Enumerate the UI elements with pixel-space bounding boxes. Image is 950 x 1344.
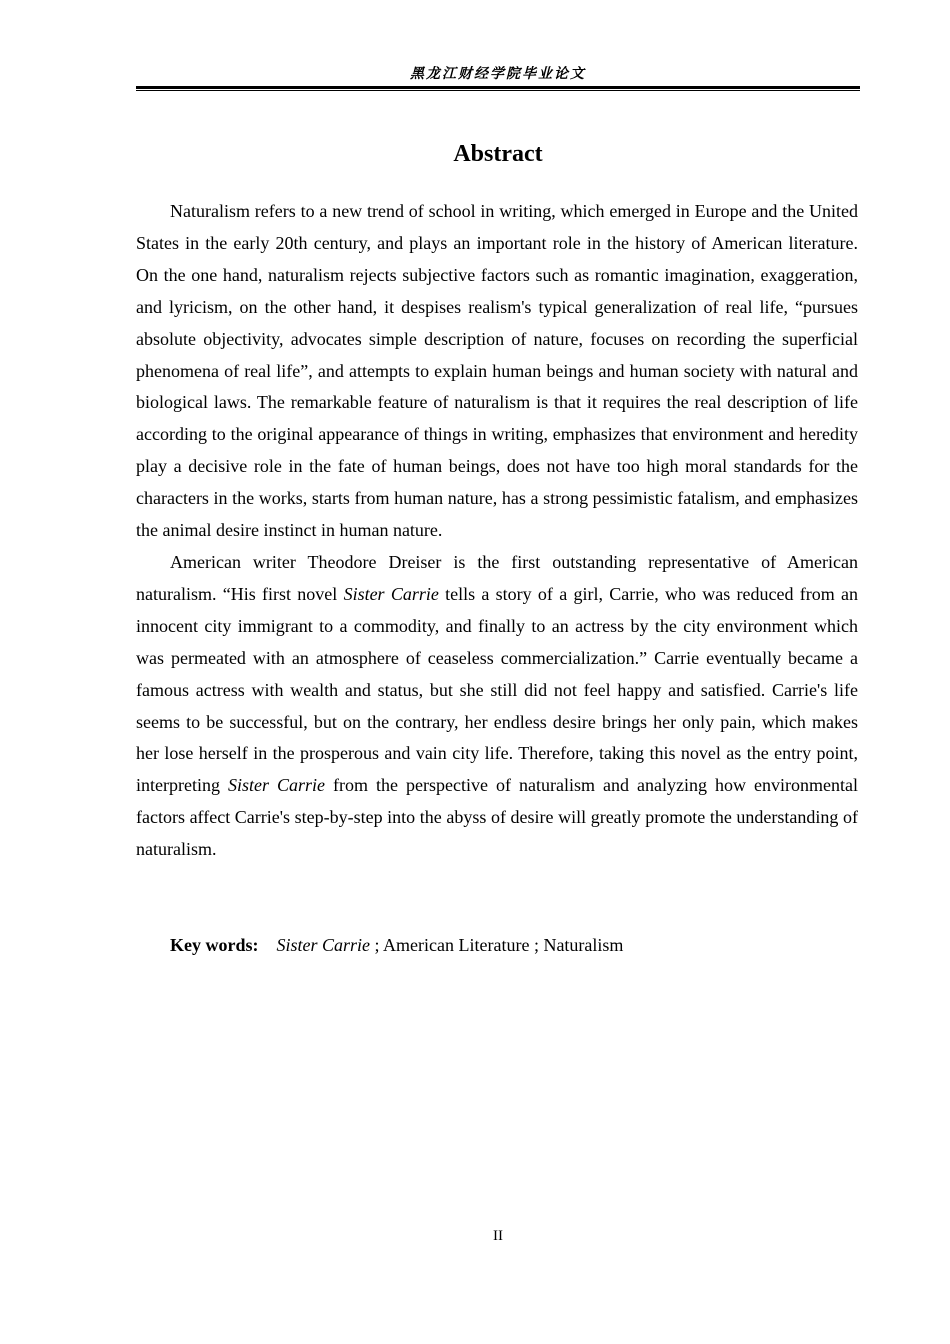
keywords-label: Key words:: [170, 935, 259, 955]
keywords-rest: ; American Literature ; Naturalism: [370, 935, 624, 955]
page-number: II: [493, 1228, 503, 1244]
abstract-title: Abstract: [453, 141, 543, 167]
page-header: [136, 64, 860, 92]
header-title: 黑龙江财经学院毕业论文: [410, 66, 586, 82]
novel-title-italic: Sister Carrie: [343, 583, 439, 604]
novel-title-italic: Sister Carrie: [228, 775, 326, 796]
keyword-novel-title: Sister Carrie: [276, 935, 371, 955]
paragraph-2-part-3: from the perspective of naturalism and analyzing how environmental factors affect Carrie's step-by-step into the abyss of desire will greatly promote the understanding of naturalism.: [136, 775, 858, 860]
abstract-paragraph-2: [136, 547, 858, 866]
paragraph-2-part-1: American writer Theodore Dreiser is the first outstanding representative of American naturalism. “His first novel: [136, 551, 858, 604]
keywords-line: [170, 930, 860, 960]
abstract-paragraph-1: Naturalism refers to a new trend of school in writing, which emerged in Europe and the United States in the early 20th century, and plays an important role in the history of American literature. On the one hand, naturalism rejects subjective factors such as romantic imagination, exaggeration, and lyricism, on the other hand, it despises realism's typical generalization of real life, “pursues absolute objectivity, advocates simple description of nature, focuses on recording the superficial phenomena of real life”, and attempts to explain human beings and human society with natural and biological laws. The remarkable feature of naturalism is that it requires the real description of life according to the original appearance of things in writing, emphasizes that environment and heredity play a decisive role in the fate of human beings, does not have too high moral standards for the characters in the works, starts from human nature, has a strong pessimistic fatalism, and emphasizes the animal desire instinct in human nature.: [136, 201, 858, 541]
paragraph-2-part-2: tells a story of a girl, Carrie, who was reduced from an innocent city immigrant to a commodity, and finally to an actress by the city environment which was permeated with an atmosphere of ceaseless commercialization.” Carrie eventually became a famous actress with wealth and status, but she still did not feel happy and satisfied. Carrie's life seems to be successful, but on the contrary, her endless desire brings her only pain, which makes her lose herself in the prosperous and vain city life. Therefore, taking this novel as the entry point, interpreting: [136, 583, 858, 796]
header-rule: [136, 86, 860, 91]
abstract-body: [136, 196, 858, 866]
